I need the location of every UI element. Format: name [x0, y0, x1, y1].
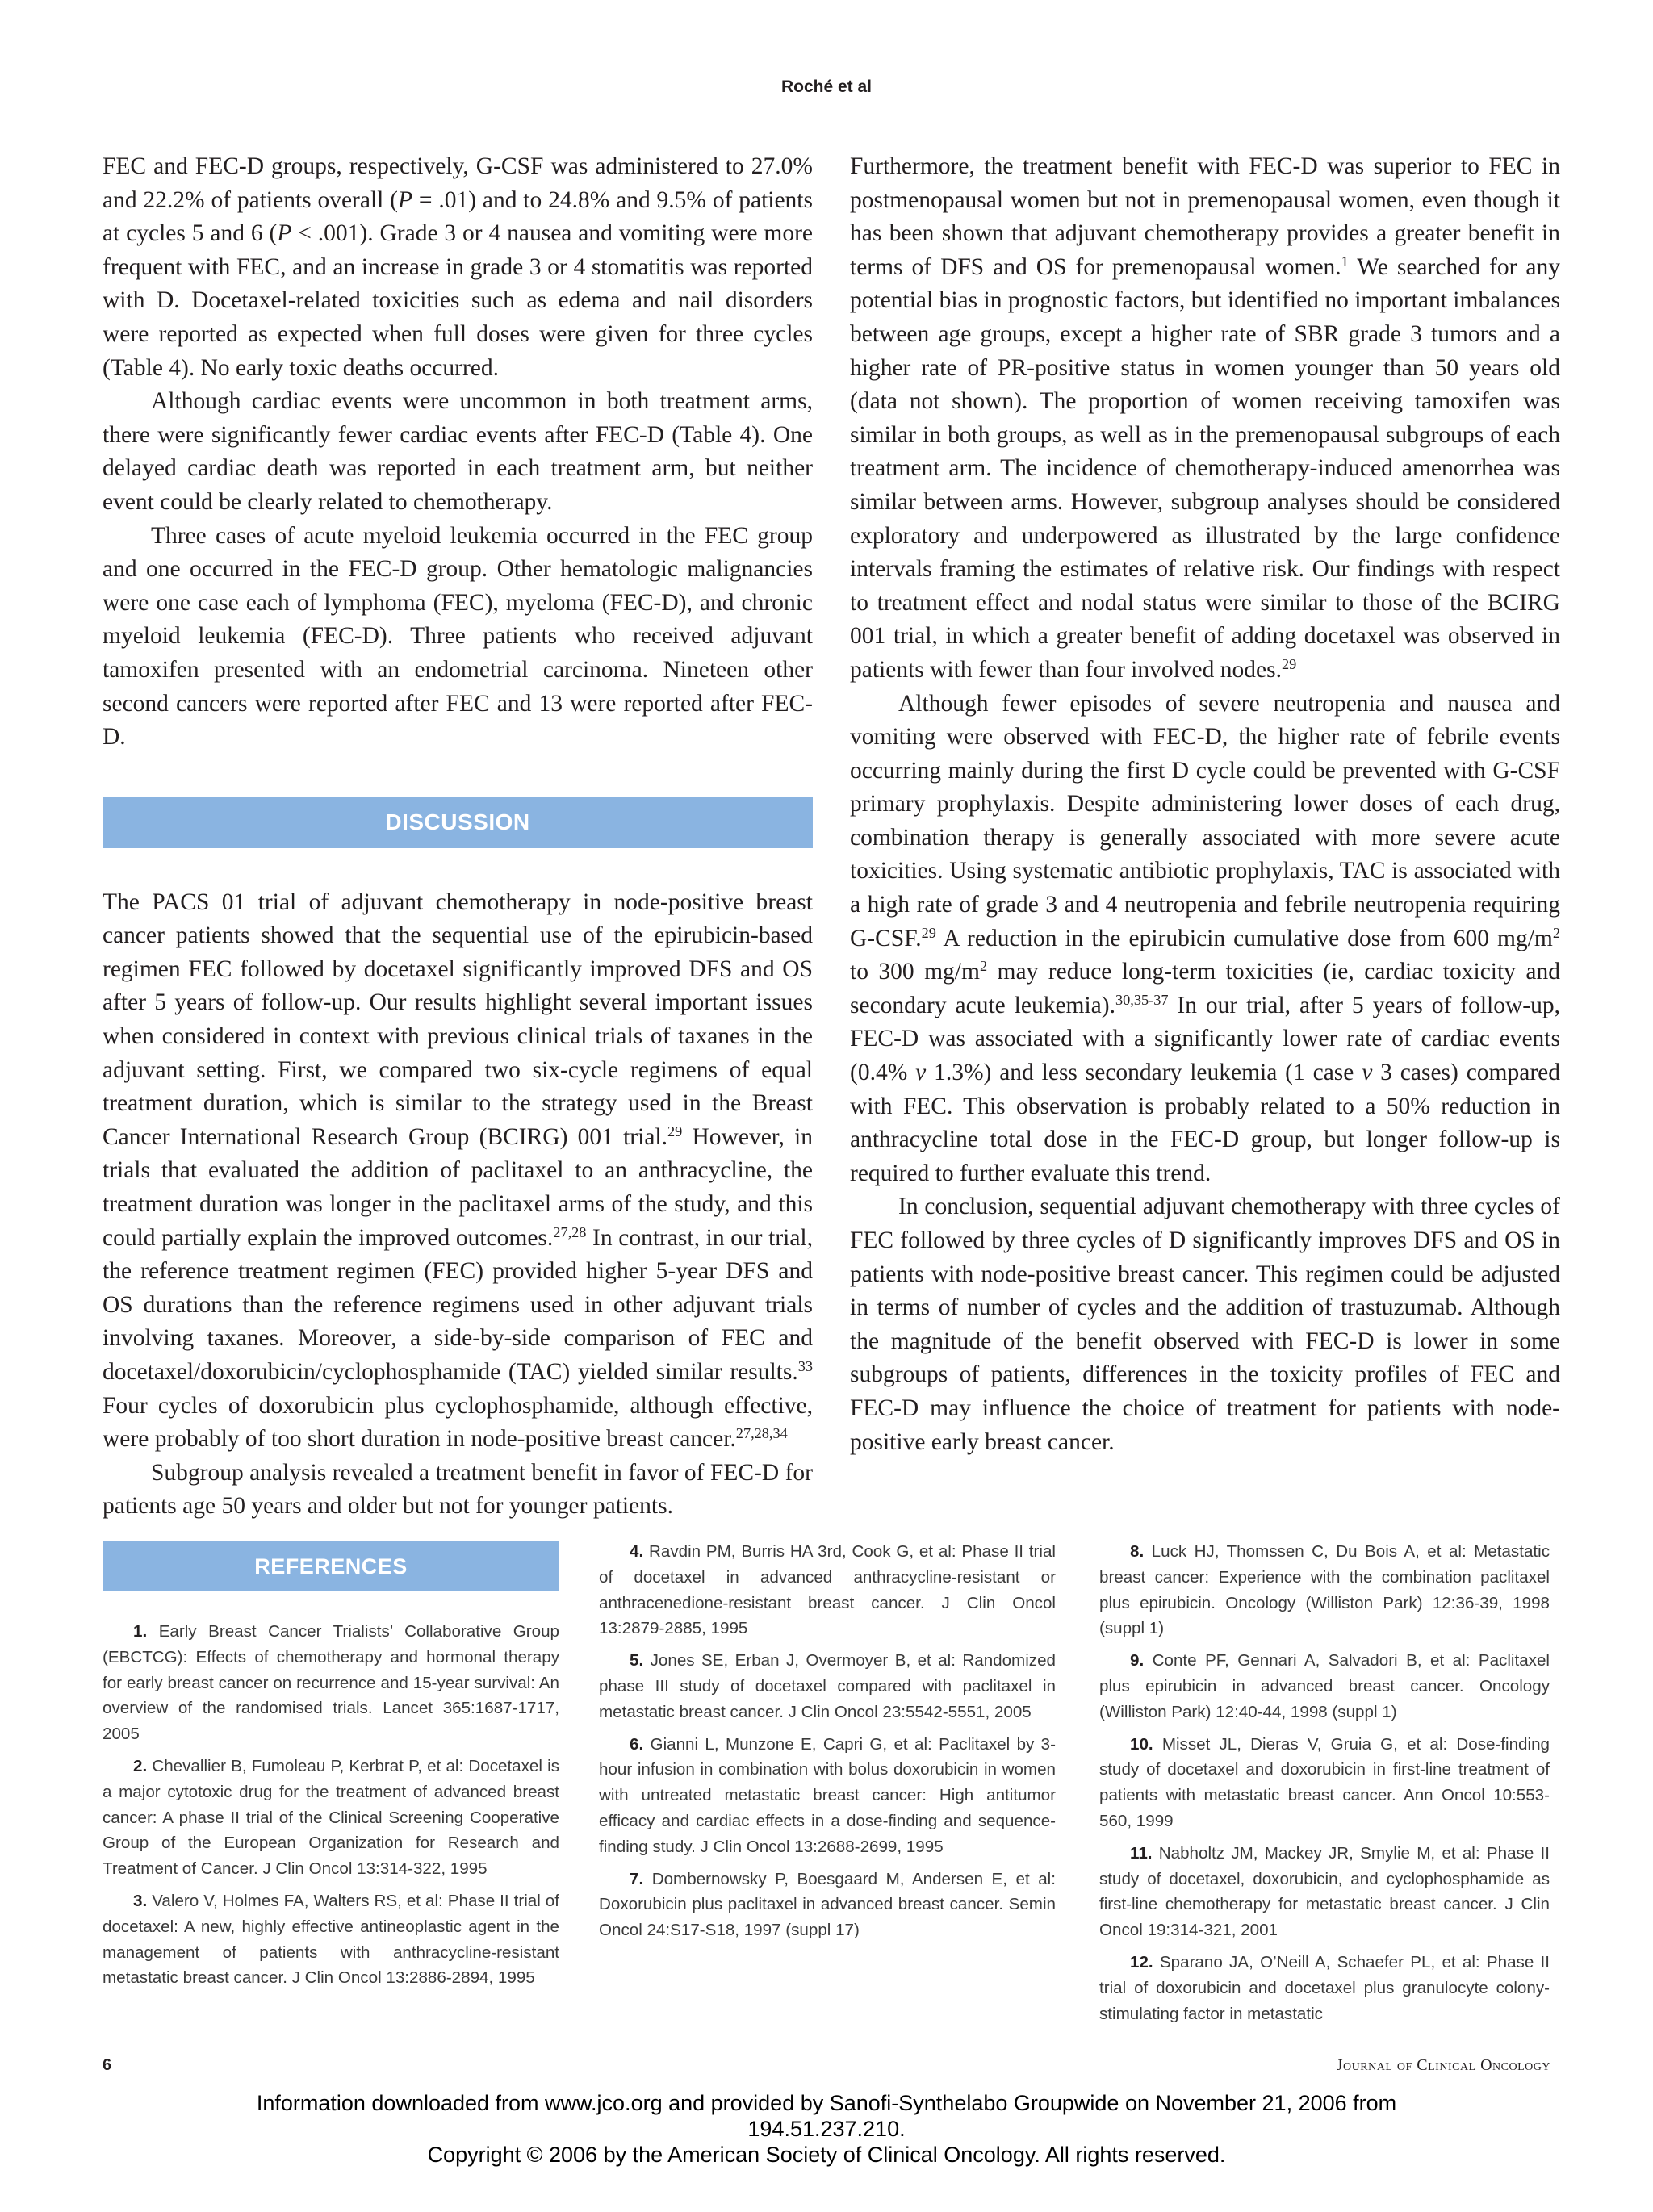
reference-number: 9.	[1130, 1651, 1145, 1670]
reference-item	[103, 1619, 559, 1747]
reference-text: Dombernowsky P, Boesgaard M, Andersen E, et al: Doxorubicin plus paclitaxel in advanced breast cancer. Semin Oncol 24:S17-S18, 1997 (suppl 17)	[599, 1869, 1056, 1940]
reference-item	[1099, 1841, 1550, 1943]
reference-number: 8.	[1130, 1542, 1145, 1561]
body-paragraph: FEC and FEC-D groups, respectively, G-CSF was administered to 27.0% and 22.2% of patients overall (P = .01) and to 24.8% and 9.5% of patients at cycles 5 and 6 (P < .001). Grade 3 or 4 nausea and vomiting were more frequent with FEC, and an increase in grade 3 or 4 stomatitis was reported with D. Docetaxel-related toxicities such as edema and nail disorders were reported as expected when full doses were given for three cycles (Table 4). No early toxic deaths occurred.	[103, 153, 813, 381]
reference-text: Gianni L, Munzone E, Capri G, et al: Paclitaxel by 3-hour infusion in combination with bolus doxorubicin in women with untreated metastatic breast cancer: High antitumor efficacy and cardiac effects in a dose-finding and sequence-finding study. J Clin Oncol 13:2688-2699, 1995	[599, 1734, 1056, 1856]
references-column-3	[1099, 1539, 1550, 2033]
body-paragraph: Although cardiac events were uncommon in both treatment arms, there were significantly fewer cardiac events after FEC-D (Table 4). One delayed cardiac death was reported in each treatment arm, but neither event could be clearly related to chemotherapy.	[103, 388, 813, 515]
reference-number: 6.	[630, 1734, 644, 1754]
body-paragraph: The PACS 01 trial of adjuvant chemotherapy in node-positive breast cancer patients showed that the sequential use of the epirubicin-based regimen FEC followed by docetaxel significantly improved DFS and OS after 5 years of follow-up. Our results highlight several important issues when considered in context with previous clinical trials of taxanes in the adjuvant setting. First, we compared two six-cycle regimens of equal treatment duration, which is similar to the strategy used in the Breast Cancer International Research Group (BCIRG) 001 trial.$^{29}$ However, in trials that evaluated the addition of paclitaxel to an anthracycline, the treatment duration was longer in the paclitaxel arms of the study, and this could partially explain the improved outcomes.$^{27,28}$ In contrast, in our trial, the reference treatment regimen (FEC) provided higher 5-year DFS and OS durations than the reference regimens used in other adjuvant trials involving taxanes. Moreover, a side-by-side comparison of FEC and docetaxel/doxorubicin/cyclophosphamide (TAC) yielded similar results.$^{33}$ Four cycles of doxorubicin plus cyclophosphamide, although effective, were probably of too short duration in node-positive breast cancer.$^{27,28,34}$	[103, 889, 814, 1453]
reference-number: 4.	[630, 1542, 644, 1561]
reference-list	[1099, 1539, 1550, 2026]
reference-text: Chevallier B, Fumoleau P, Kerbrat P, et al: Docetaxel is a major cytotoxic drug for the treatment of advanced breast cancer: A phase II trial of the Clinical Screening Cooperative Group of the European Organization for Research and Treatment of Cancer. J Clin Oncol 13:314-322, 1995	[103, 1756, 559, 1879]
reference-list	[599, 1539, 1056, 1943]
copyright-line: Copyright © 2006 by the American Society of Clinical Oncology. All rights reserved.	[427, 2143, 1226, 2167]
reference-number: 10.	[1130, 1734, 1153, 1754]
body-paragraph: Three cases of acute myeloid leukemia occurred in the FEC group and one occurred in the FEC-D group. Other hematologic malignancies were one case each of lymphoma (FEC), myeloma (FEC-D), and chronic myeloid leukemia (FEC-D). Three patients who received adjuvant tamoxifen presented with an endometrial carcinoma. Nineteen other second cancers were reported after FEC and 13 were reported after FEC-D.	[103, 522, 813, 751]
reference-number: 1.	[133, 1622, 148, 1641]
running-head: Roché et al	[780, 77, 873, 96]
journal-name: Journal of Clinical Oncology	[1336, 2056, 1550, 2074]
reference-text: Early Breast Cancer Trialists’ Collaborative Group (EBCTCG): Effects of chemotherapy and hormonal therapy for early breast cancer on recurrence and 15-year survival: An overview of the randomised trials. Lancet 365:1687-1717, 2005	[103, 1622, 559, 1744]
left-column	[103, 150, 813, 1524]
reference-text: Jones SE, Erban J, Overmoyer B, et al: Randomized phase III study of docetaxel compared with paclitaxel in metastatic breast cancer. J Clin Oncol 23:5542-5551, 2005	[599, 1651, 1056, 1721]
reference-text: Sparano JA, O’Neill A, Schaefer PL, et al: Phase II trial of doxorubicin and docetaxel plus granulocyte colony-stimulating factor in metastatic	[1099, 1952, 1550, 2023]
reference-number: 7.	[630, 1869, 644, 1888]
body-paragraph: Although fewer episodes of severe neutropenia and nausea and vomiting were observed with FEC-D, the higher rate of febrile events occurring mainly during the first D cycle could be prevented with G-CSF primary prophylaxis. Despite administering lower doses of each drug, combination therapy is generally associated with more severe acute toxicities. Using systematic antibiotic prophylaxis, TAC is associated with a high rate of grade 3 and 4 neutropenia and febrile neutropenia requiring G-CSF.$^{29}$ A reduction in the epirubicin cumulative dose from 600 $mg/m^2$ to 300 $mg/m^2$ may reduce long-term toxicities (ie, cardiac toxicity and secondary acute leukemia).$^{30,35-37}$ In our trial, after 5 years of follow-up, FEC-D was associated with a significantly lower rate of cardiac events (0.4% v 1.3%) and less secondary leukemia (1 case v 3 cases) compared with FEC. This observation is probably related to a 50% reduction in anthracycline total dose in the FEC-D group, but longer follow-up is required to further evaluate this trend.	[850, 690, 1561, 1186]
right-column	[850, 150, 1560, 1459]
reference-number: 11.	[1130, 1843, 1153, 1863]
references-column-1	[103, 1541, 559, 1997]
reference-item	[1099, 1539, 1550, 1641]
reference-item	[1099, 1732, 1550, 1834]
reference-text: Ravdin PM, Burris HA 3rd, Cook G, et al: Phase II trial of docetaxel in advanced anthracycline-resistant or anthracenedione-resistant breast cancer. J Clin Oncol 13:2879-2885, 1995	[599, 1542, 1056, 1638]
reference-text: Misset JL, Dieras V, Gruia G, et al: Dose-finding study of docetaxel and doxorubicin in first-line treatment of patients with metastatic breast cancer. Ann Oncol 10:553-560, 1999	[1099, 1734, 1550, 1830]
reference-item	[1099, 1950, 1550, 2026]
reference-item	[103, 1754, 559, 1882]
download-notice	[0, 2090, 1653, 2168]
reference-number: 12.	[1130, 1952, 1153, 1972]
page-number: 6	[103, 2056, 112, 2074]
body-paragraph: Furthermore, the treatment benefit with FEC-D was superior to FEC in postmenopausal women but not in premenopausal women, even though it has been shown that adjuvant chemotherapy provides a greater benefit in terms of DFS and OS for premenopausal women.$^1$ We searched for any potential bias in prognostic factors, but identified no important imbalances between age groups, except a higher rate of SBR grade 3 tumors and a higher rate of PR-positive status in women younger than 50 years old (data not shown). The proportion of women receiving tamoxifen was similar in both groups, as well as in the premenopausal subgroups of each treatment arm. The incidence of chemotherapy-induced amenorrhea was similar between arms. However, subgroup analyses should be considered exploratory and underpowered as illustrated by the large confidence intervals framing the estimates of relative risk. Our findings with respect to treatment effect and nodal status were similar to those of the BCIRG 001 trial, in which a greater benefit of adding docetaxel was observed in patients with fewer than four involved nodes.$^{29}$	[850, 153, 1560, 683]
body-paragraph: Subgroup analysis revealed a treatment benefit in favor of FEC-D for patients age 50 years and older but not for younger patients.	[103, 1459, 813, 1520]
reference-text: Luck HJ, Thomssen C, Du Bois A, et al: Metastatic breast cancer: Experience with the combination paclitaxel plus epirubicin. Oncology (Williston Park) 12:36-39, 1998 (suppl 1)	[1099, 1542, 1550, 1638]
download-line: Information downloaded from www.jco.org and provided by Sanofi-Synthelabo Groupwide on November 21, 2006 from	[256, 2091, 1397, 2115]
reference-item	[103, 1888, 559, 1991]
references-heading: REFERENCES	[103, 1541, 559, 1591]
references-column-2	[599, 1539, 1056, 1950]
body-paragraph: In conclusion, sequential adjuvant chemotherapy with three cycles of FEC followed by three cycles of D significantly improves DFS and OS in patients with node-positive breast cancer. This regimen could be adjusted in terms of number of cycles and the addition of trastuzumab. Although the magnitude of the benefit observed with FEC-D is lower in some subgroups of patients, differences in the toxicity profiles of FEC and FEC-D may influence the choice of treatment for patients with node-positive early breast cancer.	[850, 1194, 1560, 1455]
reference-number: 3.	[133, 1891, 148, 1910]
reference-item	[599, 1732, 1056, 1860]
reference-number: 5.	[630, 1651, 644, 1670]
reference-item	[599, 1867, 1056, 1943]
reference-item	[599, 1648, 1056, 1725]
download-line: 194.51.237.210.	[747, 2117, 906, 2141]
reference-item	[599, 1539, 1056, 1641]
reference-text: Conte PF, Gennari A, Salvadori B, et al: Paclitaxel plus epirubicin in advanced breast cancer. Oncology (Williston Park) 12:40-44, 1998 (suppl 1)	[1099, 1651, 1550, 1721]
reference-list	[103, 1619, 559, 1991]
discussion-heading: DISCUSSION	[103, 797, 813, 848]
reference-text: Nabholtz JM, Mackey JR, Smylie M, et al: Phase II study of docetaxel, doxorubicin, and cyclophosphamide as first-line chemotherapy for metastatic breast cancer. J Clin Oncol 19:314-321, 2001	[1099, 1843, 1550, 1940]
reference-number: 2.	[133, 1756, 148, 1775]
reference-item	[1099, 1648, 1550, 1725]
reference-text: Valero V, Holmes FA, Walters RS, et al: Phase II trial of docetaxel: A new, highly effective antineoplastic agent in the management of patients with anthracycline-resistant metastatic breast cancer. J Clin Oncol 13:2886-2894, 1995	[103, 1891, 559, 1988]
